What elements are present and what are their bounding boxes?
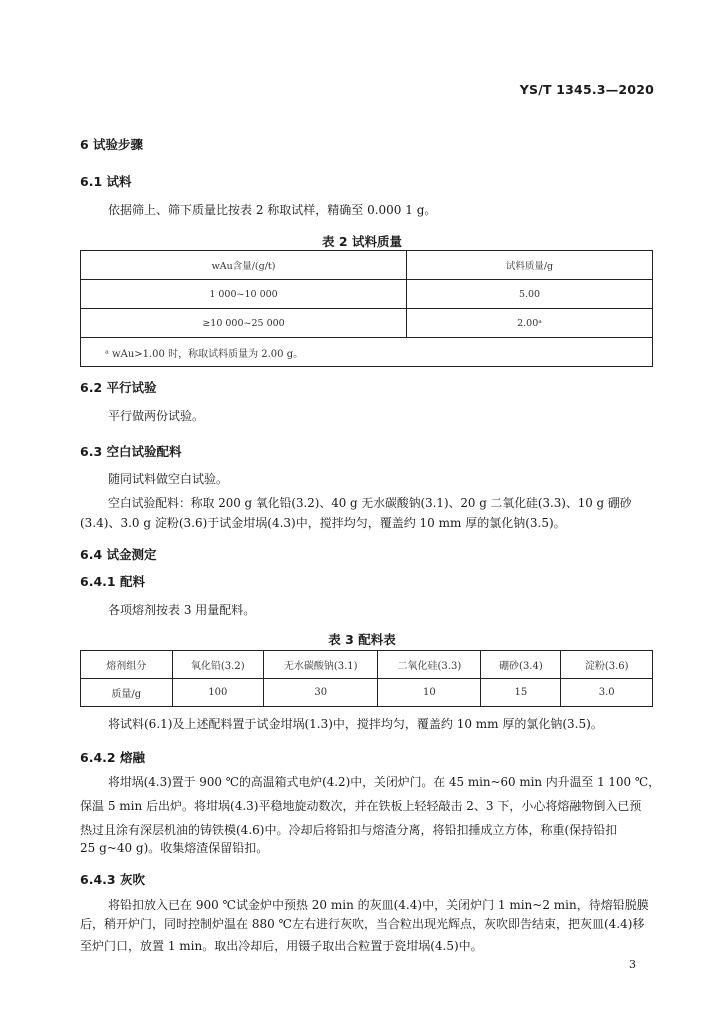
table-cell: 10	[378, 679, 481, 707]
table-3	[80, 650, 653, 707]
section-6-4-3-line-3: 至炉门口，放置 1 min。取出冷却后，用镊子取出合粒置于瓷坩埚(4.5)中。	[80, 939, 483, 953]
table-row	[81, 280, 653, 309]
section-6-4-title: 6.4 试金测定	[80, 547, 157, 562]
table-cell: 3.0	[561, 679, 653, 707]
section-6-2-text: 平行做两份试验。	[108, 409, 205, 423]
section-6-3-text-1: 随同试料做空白试验。	[108, 472, 229, 486]
table-header-cell: 淀粉(3.6)	[561, 651, 653, 679]
table-header-cell: 氧化铅(3.2)	[172, 651, 264, 679]
section-6-4-2-line-1: 将坩埚(4.3)置于 900 ℃的高温箱式电炉(4.2)中，关闭炉门。在 45 min~60 min 内升温至 1 100 ℃，	[108, 775, 660, 789]
section-6-3-title: 6.3 空白试验配料	[80, 444, 182, 459]
table-cell: 15	[481, 679, 561, 707]
standard-number: YS/T 1345.3—2020	[519, 82, 654, 97]
table-row	[81, 651, 653, 679]
table-cell: ≥10 000~25 000	[81, 309, 407, 338]
section-6-4-1-text: 各项熔剂按表 3 用量配料。	[108, 603, 256, 617]
table-cell: 100	[172, 679, 264, 707]
table-header-cell: 硼砂(3.4)	[481, 651, 561, 679]
table-cell: 30	[264, 679, 378, 707]
section-6-1-text: 依据筛上、筛下质量比按表 2 称取试样，精确至 0.000 1 g。	[108, 203, 437, 217]
table-header-cell: wAu含量/(g/t)	[81, 251, 407, 280]
table-note: ᵃ wAu>1.00 时，称取试料质量为 2.00 g。	[81, 338, 653, 367]
section-6-4-3-title: 6.4.3 灰吹	[80, 872, 145, 887]
section-6-title: 6 试验步骤	[80, 137, 144, 152]
table-3-followup-text: 将试料(6.1)及上述配料置于试金坩埚(1.3)中，搅拌均匀，覆盖约 10 mm 厚的氯化钠(3.5)。	[108, 717, 603, 731]
table-2	[80, 250, 653, 367]
section-6-4-2-line-3: 热过且涂有深层机油的铸铁模(4.6)中。冷却后将铅扣与熔渣分离，将铅扣捶成立方体，称重(保持铅扣	[80, 823, 618, 837]
table-note-row	[81, 338, 653, 367]
section-6-4-3-line-2: 后，稍开炉门，同时控制炉温在 880 ℃左右进行灰吹，当合粒出现光辉点，灰吹即告结束，把灰皿(4.4)移	[80, 917, 645, 931]
table-2-caption: 表 2 试料质量	[322, 234, 402, 249]
section-6-4-1-title: 6.4.1 配料	[80, 574, 145, 589]
page-number: 3	[629, 958, 636, 971]
table-row	[81, 679, 653, 707]
section-6-3-text-2: 空白试验配料：称取 200 g 氧化铅(3.2)、40 g 无水碳酸钠(3.1)、20 g 二氧化硅(3.3)、10 g 硼砂	[108, 496, 632, 510]
table-cell: 质量/g	[81, 679, 173, 707]
section-6-4-2-title: 6.4.2 熔融	[80, 750, 145, 765]
table-header-cell: 无水碳酸钠(3.1)	[264, 651, 378, 679]
section-6-4-2-line-2: 保温 5 min 后出炉。将坩埚(4.3)平稳地旋动数次，并在铁板上轻轻敲击 2、3 下，小心将熔融物倒入已预	[80, 799, 642, 813]
table-row	[81, 309, 653, 338]
section-6-4-3-line-1: 将铅扣放入已在 900 ℃试金炉中预热 20 min 的灰皿(4.4)中，关闭炉门 1 min~2 min，待熔铅脱膜	[108, 898, 649, 912]
table-3-caption: 表 3 配料表	[328, 632, 396, 647]
section-6-4-2-line-4: 25 g~40 g)。收集熔渣保留铅扣。	[80, 841, 269, 855]
table-cell: 2.00ᵃ	[407, 309, 653, 338]
section-6-3-text-3: (3.4)、3.0 g 淀粉(3.6)于试金坩埚(4.3)中，搅拌均匀，覆盖约 10 mm 厚的氯化钠(3.5)。	[80, 516, 566, 530]
table-header-cell: 试料质量/g	[407, 251, 653, 280]
section-6-2-title: 6.2 平行试验	[80, 380, 157, 395]
table-header-cell: 熔剂组分	[81, 651, 173, 679]
section-6-1-title: 6.1 试料	[80, 174, 132, 189]
table-cell: 1 000~10 000	[81, 280, 407, 309]
table-header-cell: 二氧化硅(3.3)	[378, 651, 481, 679]
table-cell: 5.00	[407, 280, 653, 309]
table-row	[81, 251, 653, 280]
